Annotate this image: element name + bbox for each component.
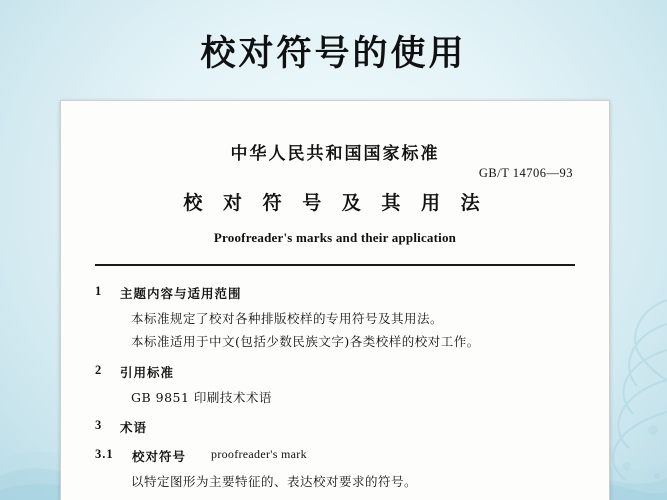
section-3-1-paragraph-1: 以特定图形为主要特征的、表达校对要求的符号。 <box>131 474 418 490</box>
section-3 <box>95 418 575 436</box>
section-list <box>95 284 575 492</box>
section-2-heading <box>95 363 575 381</box>
section-1 <box>95 284 575 352</box>
standard-name-en: Proofreader's marks and their application <box>213 230 457 245</box>
document-page <box>60 100 610 500</box>
section-3-title: 术语 <box>120 420 148 436</box>
page-title: 校对符号的使用 <box>200 33 467 74</box>
section-1-number: 1 <box>95 284 103 298</box>
section-2 <box>95 363 575 407</box>
section-1-paragraph-2: 本标准适用于中文(包括少数民族文字)各类校样的校对工作。 <box>131 334 480 350</box>
section-2-paragraph-1: GB 9851 印刷技术术语 <box>131 389 272 405</box>
section-3-1-title: 校对符号 <box>132 449 187 465</box>
document-content <box>61 101 609 500</box>
section-3-number: 3 <box>95 418 103 433</box>
section-3-1 <box>95 447 575 491</box>
national-standard-line: 中华人民共和国国家标准 <box>230 144 440 164</box>
section-1-heading <box>95 284 575 302</box>
standard-title-row <box>95 166 575 214</box>
standard-name: 校 对 符 号 及 其 用 法 <box>183 192 487 214</box>
section-3-1-heading <box>95 447 575 465</box>
horizontal-divider <box>95 264 575 266</box>
section-2-title: 引用标准 <box>120 364 175 380</box>
section-3-1-number: 3.1 <box>95 447 114 462</box>
section-3-heading <box>95 418 575 436</box>
section-1-paragraph-1: 本标准规定了校对各种排版校样的专用符号及其用法。 <box>131 311 444 326</box>
section-1-title: 主题内容与适用范围 <box>120 286 242 301</box>
section-3-1-title-en: proofreader's mark <box>211 447 307 462</box>
section-2-number: 2 <box>95 362 103 377</box>
standard-code: GB/T 14706—93 <box>478 166 573 180</box>
